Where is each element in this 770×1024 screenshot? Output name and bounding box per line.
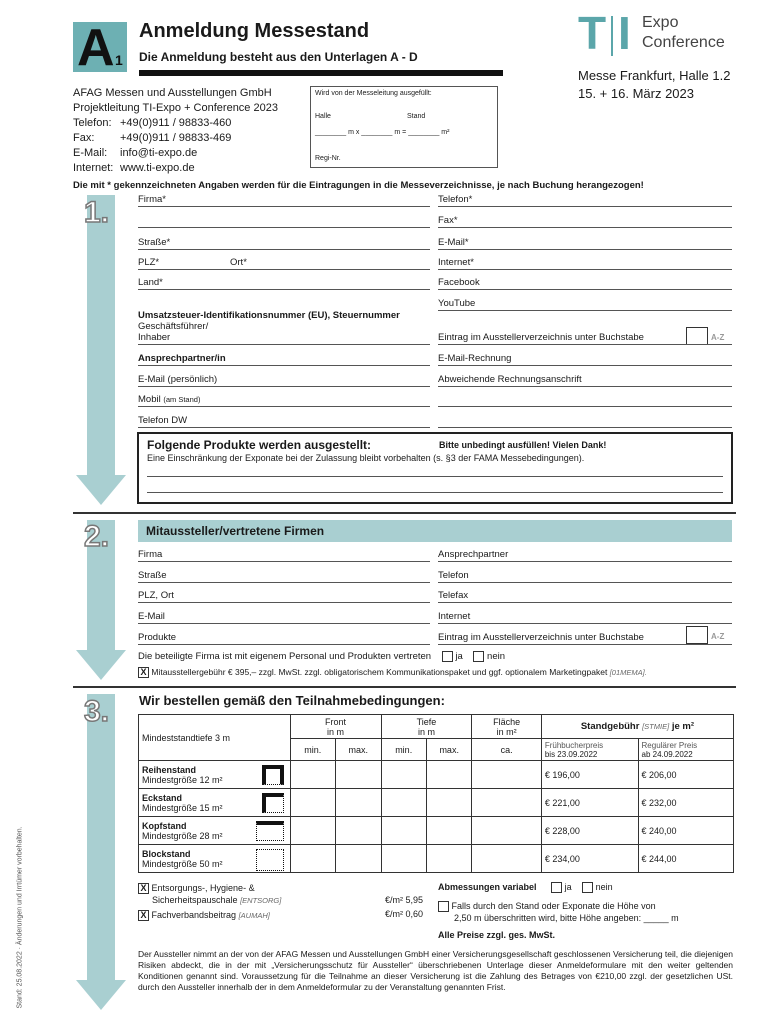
products-note: Bitte unbedingt ausfüllen! Vielen Dank! bbox=[439, 440, 607, 450]
logo-i: I bbox=[618, 7, 631, 59]
field-email-pers: E-Mail (persönlich) bbox=[138, 374, 218, 385]
section3-arrow-head bbox=[76, 980, 126, 1010]
r1-regular: € 232,00 bbox=[638, 789, 733, 817]
page-subtitle: Die Anmeldung besteht aus den Unterlagen A - D bbox=[139, 50, 418, 64]
abw-line-2 bbox=[438, 406, 732, 407]
inhaber-line bbox=[138, 344, 430, 345]
s2-fee: X Mitausstellergebühr € 395,– zzgl. MwSt. zzgl. obligatorischem Kommunikationspaket und ggf. optionalem Marketingpaket [01MEMA]. bbox=[138, 667, 647, 678]
entsorg-price: €/m² 5,95 bbox=[385, 895, 424, 905]
field-plz: PLZ* bbox=[138, 257, 160, 268]
products-text: Eine Einschränkung der Exponate bei der Zulassung bleibt vorbehalten (s. §3 der FAMA Messebedingungen). bbox=[147, 453, 585, 463]
section1-number: 1. bbox=[84, 196, 110, 229]
separator-2 bbox=[73, 686, 736, 688]
r2-front-max[interactable] bbox=[335, 817, 381, 845]
firma-line bbox=[138, 206, 430, 207]
s2-eintrag: Eintrag im Ausstellerverzeichnis unter Buchstabe bbox=[438, 632, 644, 643]
entsorg-checkbox[interactable]: X bbox=[138, 883, 149, 894]
s2-telefon: Telefon bbox=[438, 570, 469, 581]
organizer-name: AFAG Messen und Ausstellungen GmbH bbox=[73, 87, 272, 99]
fach-checkbox[interactable]: X bbox=[138, 910, 149, 921]
r3-tiefe-min[interactable] bbox=[381, 845, 426, 873]
r3-flaeche[interactable] bbox=[472, 845, 541, 873]
s2-telefax: Telefax bbox=[438, 590, 469, 601]
s2-ansprech: Ansprechpartner bbox=[438, 549, 509, 560]
logo-t: T bbox=[578, 7, 607, 59]
kopfstand-icon bbox=[256, 821, 284, 841]
office-dims: ________ m x ________ m = ________ m² bbox=[315, 129, 450, 136]
office-use-box bbox=[310, 86, 498, 168]
tel-dw-line bbox=[138, 427, 430, 428]
field-mobil: Mobil (am Stand) bbox=[138, 394, 201, 405]
firma-line-2 bbox=[138, 227, 430, 228]
field-email: E-Mail* bbox=[438, 237, 469, 248]
th-tiefe: Tiefe in m bbox=[381, 715, 472, 739]
s2-ja-checkbox[interactable] bbox=[442, 651, 453, 662]
section2-title-bar bbox=[138, 520, 732, 542]
office-halle: Halle bbox=[315, 113, 331, 120]
organizer-web: Internet: www.ti-expo.de bbox=[73, 162, 195, 174]
strasse-line bbox=[138, 249, 430, 250]
th-min-depth: Mindeststandtiefe 3 m bbox=[139, 715, 291, 761]
eckstand-icon bbox=[262, 793, 284, 813]
s2-beteiligt: Die beteiligte Firma ist mit eigenem Personal und Produkten vertreten ja nein bbox=[138, 651, 505, 663]
s2-telefax-line bbox=[438, 602, 732, 603]
hoehe-block: Falls durch den Stand oder Exponate die Höhe von 2,50 m überschritten wird, bitte Höhe angeben: _____ m bbox=[438, 900, 679, 924]
section1-arrow-head bbox=[76, 475, 126, 505]
s2-internet: Internet bbox=[438, 611, 471, 622]
organizer-project: Projektleitung TI-Expo + Conference 2023 bbox=[73, 102, 278, 114]
land-line bbox=[138, 289, 430, 290]
r0-tiefe-min[interactable] bbox=[381, 761, 426, 789]
field-inhaber: Inhaber bbox=[138, 332, 171, 343]
logo-expo: Expo bbox=[642, 14, 679, 31]
section2-arrow-head bbox=[76, 650, 126, 680]
youtube-line bbox=[438, 310, 732, 311]
entsorg-row: X Entsorgungs-, Hygiene- & bbox=[138, 882, 281, 894]
s2-email: E-Mail bbox=[138, 611, 165, 622]
field-fax: Fax* bbox=[438, 215, 458, 226]
section2-number: 2. bbox=[84, 520, 110, 553]
separator-1 bbox=[73, 512, 736, 514]
r2-flaeche[interactable] bbox=[472, 817, 541, 845]
table-row: Eckstand Mindestgröße 15 m² € 221,00 € 232,00 bbox=[139, 789, 734, 817]
email-rech-line bbox=[438, 365, 732, 366]
table-row: Reihenstand Mindestgröße 12 m² € 196,00 € 206,00 bbox=[139, 761, 734, 789]
internet-line bbox=[438, 269, 732, 270]
field-facebook: Facebook bbox=[438, 277, 480, 288]
th-fee: Standgebühr [STMIE] je m² bbox=[541, 715, 733, 739]
products-box bbox=[137, 432, 733, 504]
s2-firma-line bbox=[138, 561, 430, 562]
field-abw: Abweichende Rechnungsanschrift bbox=[438, 374, 582, 385]
field-gf: Geschäftsführer/ bbox=[138, 321, 209, 332]
r0-regular: € 206,00 bbox=[638, 761, 733, 789]
table-row: Kopfstand Mindestgröße 28 m² € 228,00 € 240,00 bbox=[139, 817, 734, 845]
r2-early: € 228,00 bbox=[541, 817, 638, 845]
r0-front-max[interactable] bbox=[335, 761, 381, 789]
facebook-line bbox=[438, 289, 732, 290]
plz-line bbox=[138, 269, 430, 270]
abm-ja-checkbox[interactable] bbox=[551, 882, 562, 893]
organizer-email: E-Mail: info@ti-expo.de bbox=[73, 147, 198, 159]
field-tel-dw: Telefon DW bbox=[138, 415, 188, 426]
s2-email-line bbox=[138, 623, 430, 624]
hoehe-checkbox[interactable] bbox=[438, 901, 449, 912]
s2-produkte: Produkte bbox=[138, 632, 177, 643]
abw-line bbox=[438, 386, 732, 387]
s2-telefon-line bbox=[438, 582, 732, 583]
r1-front-min[interactable] bbox=[290, 789, 335, 817]
field-ansprech: Ansprechpartner/in bbox=[138, 353, 226, 364]
s2-fee-checkbox[interactable]: X bbox=[138, 667, 149, 678]
th-regular: Regulärer Preis ab 24.09.2022 bbox=[638, 739, 733, 761]
field-telefon: Telefon* bbox=[438, 194, 473, 205]
r2-front-min[interactable] bbox=[290, 817, 335, 845]
field-email-rech: E-Mail-Rechnung bbox=[438, 353, 512, 364]
th-early: Frühbucherpreis bis 23.09.2022 bbox=[541, 739, 638, 761]
title-underline bbox=[139, 70, 503, 76]
products-title: Folgende Produkte werden ausgestellt: bbox=[147, 438, 372, 452]
section1-arrow bbox=[87, 195, 115, 475]
reihenstand-icon bbox=[262, 765, 284, 785]
fax-line bbox=[438, 227, 732, 228]
table-row: Blockstand Mindestgröße 50 m² € 234,00 € 244,00 bbox=[139, 845, 734, 873]
s2-strasse: Straße bbox=[138, 570, 167, 581]
email-line bbox=[438, 249, 732, 250]
th-front: Front in m bbox=[290, 715, 381, 739]
eintrag-az: A-Z bbox=[711, 333, 725, 342]
th-front-max: max. bbox=[335, 739, 381, 761]
ti-expo-logo bbox=[578, 7, 738, 62]
office-reg: Regi-Nr. bbox=[315, 155, 341, 162]
side-note: Stand: 25.08.2022 · Änderungen und Irrtümer vorbehalten. bbox=[16, 826, 24, 1009]
eintrag-box[interactable] bbox=[686, 327, 708, 345]
r2-tiefe-min[interactable] bbox=[381, 817, 426, 845]
products-line-1 bbox=[147, 476, 723, 477]
organizer-block bbox=[73, 86, 278, 176]
r3-early: € 234,00 bbox=[541, 845, 638, 873]
th-tiefe-min: min. bbox=[381, 739, 426, 761]
field-ust: Umsatzsteuer-Identifikationsnummer (EU), Steuernummer bbox=[138, 310, 400, 321]
s2-produkte-line bbox=[138, 644, 430, 645]
r3-front-max[interactable] bbox=[335, 845, 381, 873]
section3-arrow bbox=[87, 694, 115, 980]
r1-early: € 221,00 bbox=[541, 789, 638, 817]
form-logo-sub: 1 bbox=[115, 52, 123, 68]
office-stand: Stand bbox=[407, 113, 426, 120]
organizer-phone: Telefon: +49(0)911 / 98833-460 bbox=[73, 117, 232, 129]
form-logo bbox=[73, 19, 127, 77]
fach-row: X Fachverbandsbeitrag [AUMAH] bbox=[138, 909, 281, 922]
logo-bar bbox=[611, 16, 613, 56]
r0-front-min[interactable] bbox=[290, 761, 335, 789]
r1-tiefe-max[interactable] bbox=[426, 789, 472, 817]
r0-early: € 196,00 bbox=[541, 761, 638, 789]
notice: Die mit * gekennzeichneten Angaben werden für die Eintragungen in die Messeverzeichnisse, je nach Buchung herangezogen! bbox=[73, 180, 644, 191]
th-ca: ca. bbox=[472, 739, 541, 761]
email-pers-line bbox=[138, 386, 430, 387]
s2-nein-checkbox[interactable] bbox=[473, 651, 484, 662]
th-tiefe-max: max. bbox=[426, 739, 472, 761]
r0-tiefe-max[interactable] bbox=[426, 761, 472, 789]
section3-number: 3. bbox=[84, 695, 110, 728]
form-logo-letter: A bbox=[77, 19, 115, 77]
s2-internet-line bbox=[438, 623, 732, 624]
s2-eintrag-box[interactable] bbox=[686, 626, 708, 644]
sicherheit-row: Sicherheitspauschale [ENTSORG] bbox=[152, 895, 282, 906]
r1-front-max[interactable] bbox=[335, 789, 381, 817]
s2-plz: PLZ, Ort bbox=[138, 590, 174, 601]
preise-note: Alle Preise zzgl. ges. MwSt. bbox=[438, 930, 556, 940]
r2-tiefe-max[interactable] bbox=[426, 817, 472, 845]
products-line-2 bbox=[147, 492, 723, 493]
field-ort: Ort* bbox=[230, 257, 247, 268]
r3-regular: € 244,00 bbox=[638, 845, 733, 873]
blockstand-icon bbox=[256, 849, 284, 871]
logo-conference: Conference bbox=[642, 34, 725, 51]
abm-nein-checkbox[interactable] bbox=[582, 882, 593, 893]
r1-tiefe-min[interactable] bbox=[381, 789, 426, 817]
r0-flaeche[interactable] bbox=[472, 761, 541, 789]
s2-eintrag-line bbox=[438, 644, 732, 645]
field-youtube: YouTube bbox=[438, 298, 476, 309]
s2-firma: Firma bbox=[138, 549, 163, 560]
r3-tiefe-max[interactable] bbox=[426, 845, 472, 873]
telefon-line bbox=[438, 206, 732, 207]
ansprech-line bbox=[138, 365, 430, 366]
th-front-min: min. bbox=[290, 739, 335, 761]
s2-ansprech-line bbox=[438, 561, 732, 562]
s2-plz-line bbox=[138, 602, 430, 603]
field-land: Land* bbox=[138, 277, 163, 288]
event-dates: 15. + 16. März 2023 bbox=[578, 86, 694, 101]
mobil-line bbox=[138, 406, 430, 407]
abw-line-3 bbox=[438, 427, 732, 428]
insurance-text: Der Aussteller nimmt an der von der AFAG Messen und Ausstellungen GmbH einer Versicherungsgesellschaft geschlossenen Versicherung teil, die diejenigen Risiken abdeckt, die in der mit „Versicherungsschutz für Aussteller“ überschriebenen Unterlage dieser Anmeldeformulare mit den weiter geltenden Konditionen genannt sind. Voraussetzung für die Teilnahme an dieser Versicherung ist die Zahlung des Betrages von €210,00 zzgl. der gesetzlichen USt. durch den Aussteller innerhalb der in dem Anmeldeformular zu der Veranstaltung genannten Frist. bbox=[138, 949, 733, 992]
r2-regular: € 240,00 bbox=[638, 817, 733, 845]
abm-row: Abmessungen variabel ja nein bbox=[438, 882, 613, 892]
office-box-title: Wird von der Messeleitung ausgefüllt: bbox=[315, 90, 432, 97]
section3-title: Wir bestellen gemäß den Teilnahmebedingungen: bbox=[139, 693, 445, 708]
field-internet: Internet* bbox=[438, 257, 474, 268]
stand-table bbox=[138, 714, 734, 873]
eintrag-line bbox=[438, 344, 732, 345]
field-strasse: Straße* bbox=[138, 237, 171, 248]
field-firma: Firma* bbox=[138, 194, 166, 205]
venue: Messe Frankfurt, Halle 1.2 bbox=[578, 68, 731, 83]
th-flaeche: Fläche in m² bbox=[472, 715, 541, 739]
fach-price: €/m² 0,60 bbox=[385, 909, 424, 919]
s2-az: A-Z bbox=[711, 632, 725, 641]
extras-left bbox=[138, 882, 281, 922]
s2-strasse-line bbox=[138, 582, 430, 583]
field-eintrag: Eintrag im Ausstellerverzeichnis unter Buchstabe bbox=[438, 332, 644, 343]
section2-title: Mitaussteller/vertretene Firmen bbox=[146, 524, 325, 538]
r1-flaeche[interactable] bbox=[472, 789, 541, 817]
r3-front-min[interactable] bbox=[290, 845, 335, 873]
page-title: Anmeldung Messestand bbox=[139, 20, 370, 42]
organizer-fax: Fax: +49(0)911 / 98833-469 bbox=[73, 132, 232, 144]
